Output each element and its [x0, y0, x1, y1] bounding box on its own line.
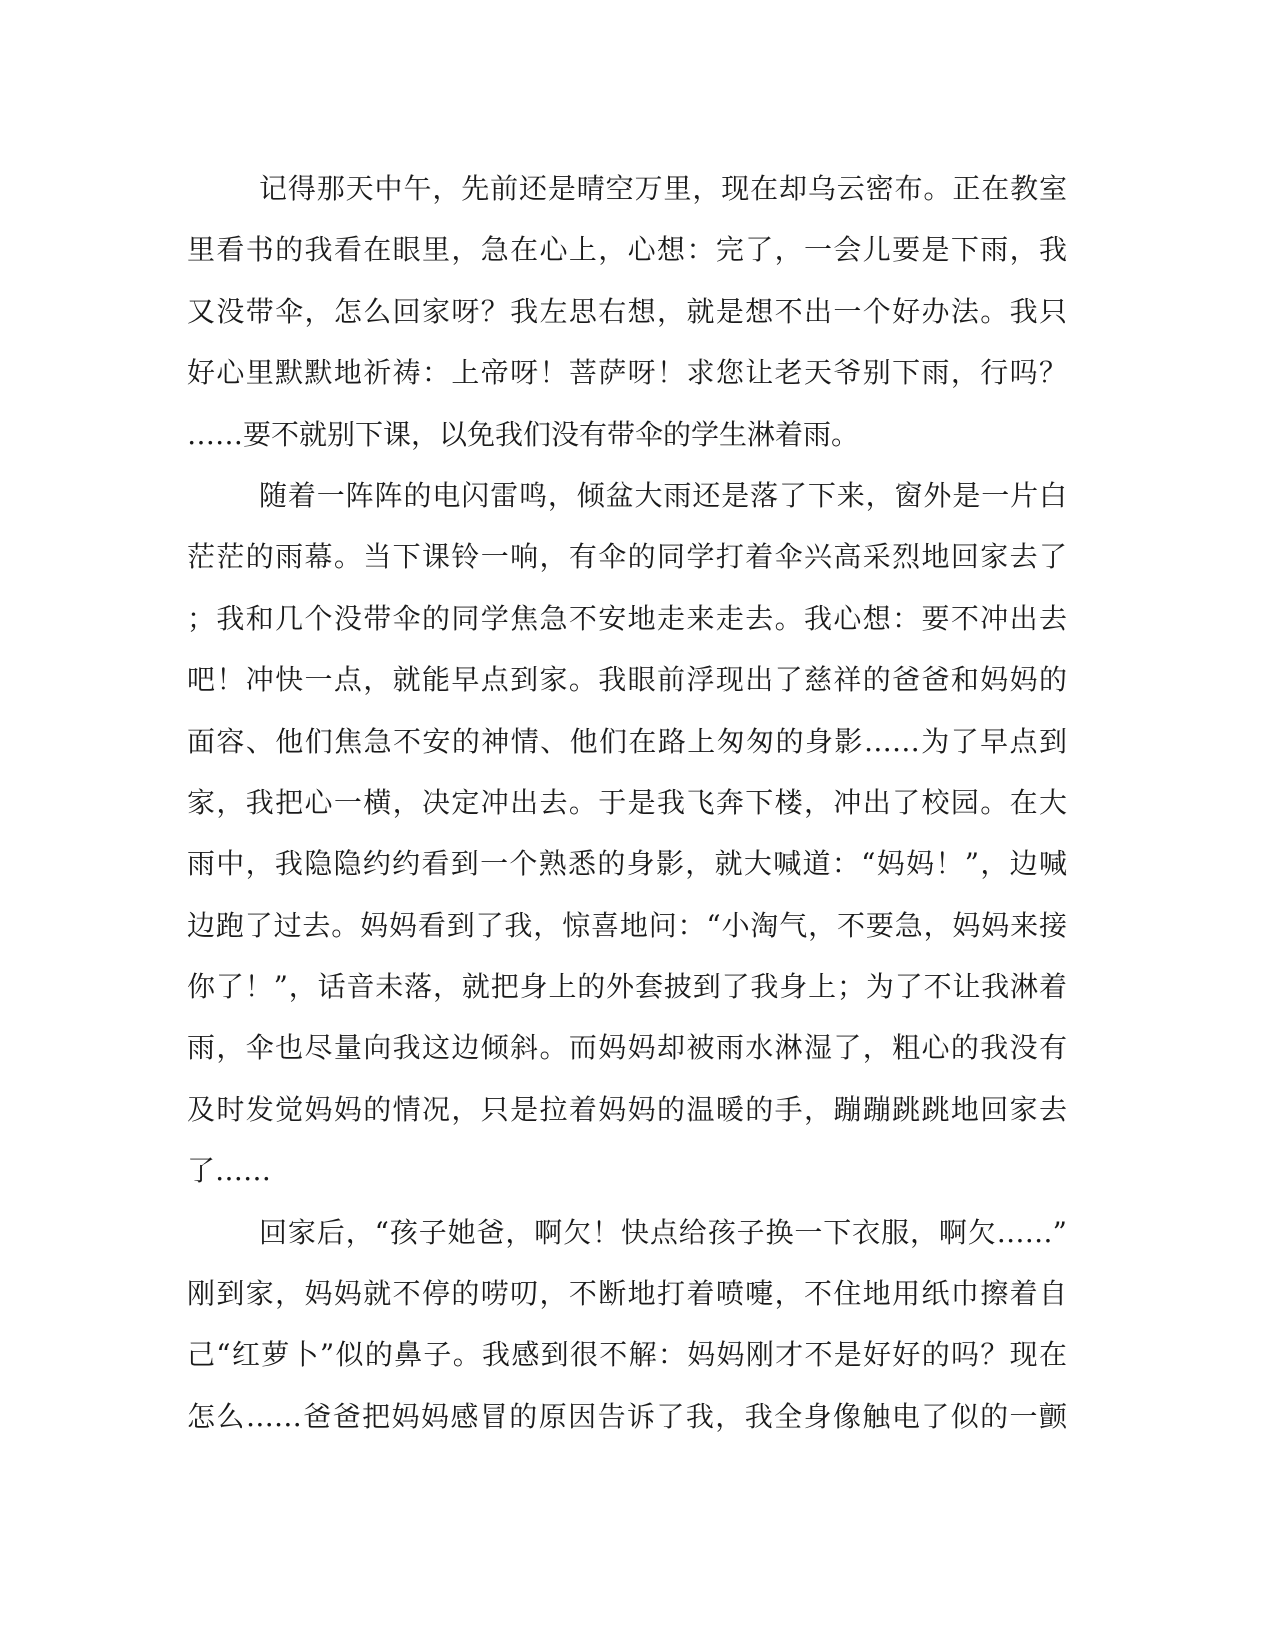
text-line: 面容、他们焦急不安的神情、他们在路上匆匆的身影……为了早点到: [187, 724, 1067, 758]
text-line: 雨中，我隐隐约约看到一个熟悉的身影，就大喊道：“妈妈！”，边喊: [187, 847, 1067, 881]
text-line: 茫茫的雨幕。当下课铃一响，有伞的同学打着伞兴高采烈地回家去了: [187, 540, 1067, 574]
paragraph-2: [187, 465, 1067, 1202]
essay-body: [187, 158, 1067, 1447]
text-line: 雨，伞也尽量向我这边倾斜。而妈妈却被雨水淋湿了，粗心的我没有: [187, 1031, 1067, 1065]
text-line: 你了！”，话音未落，就把身上的外套披到了我身上；为了不让我淋着: [187, 970, 1067, 1004]
text-line: 好心里默默地祈祷：上帝呀！菩萨呀！求您让老天爷别下雨，行吗？: [187, 356, 1067, 390]
text-line: 回家后，“孩子她爸，啊欠！快点给孩子换一下衣服，啊欠……”: [259, 1215, 1067, 1249]
text-line: 又没带伞，怎么回家呀？我左思右想，就是想不出一个好办法。我只: [187, 294, 1067, 328]
text-line: 随着一阵阵的电闪雷鸣，倾盆大雨还是落了下来，窗外是一片白: [259, 478, 1067, 512]
text-line: 及时发觉妈妈的情况，只是拉着妈妈的温暖的手，蹦蹦跳跳地回家去: [187, 1092, 1067, 1126]
text-line: ……要不就别下课，以免我们没有带伞的学生淋着雨。: [187, 417, 860, 451]
text-line: ；我和几个没带伞的同学焦急不安地走来走去。我心想：要不冲出去: [187, 601, 1067, 635]
text-line: 记得那天中午，先前还是晴空万里，现在却乌云密布。正在教室: [259, 172, 1067, 205]
text-line: 吧！冲快一点，就能早点到家。我眼前浮现出了慈祥的爸爸和妈妈的: [187, 663, 1067, 697]
text-line: 里看书的我看在眼里，急在心上，心想：完了，一会儿要是下雨，我: [187, 233, 1067, 267]
text-line: 了……: [187, 1154, 272, 1188]
paragraph-1: [187, 158, 1067, 465]
text-line: 边跑了过去。妈妈看到了我，惊喜地问：“小淘气，不要急，妈妈来接: [187, 908, 1067, 942]
text-line: 己“红萝卜”似的鼻子。我感到很不解：妈妈刚才不是好好的吗？现在: [187, 1338, 1067, 1372]
paragraph-3: [187, 1202, 1067, 1448]
text-line: 家，我把心一横，决定冲出去。于是我飞奔下楼，冲出了校园。在大: [187, 785, 1067, 819]
text-line: 怎么……爸爸把妈妈感冒的原因告诉了我，我全身像触电了似的一颤: [187, 1399, 1067, 1433]
text-line: 刚到家，妈妈就不停的唠叨，不断地打着喷嚏，不住地用纸巾擦着自: [187, 1277, 1067, 1311]
